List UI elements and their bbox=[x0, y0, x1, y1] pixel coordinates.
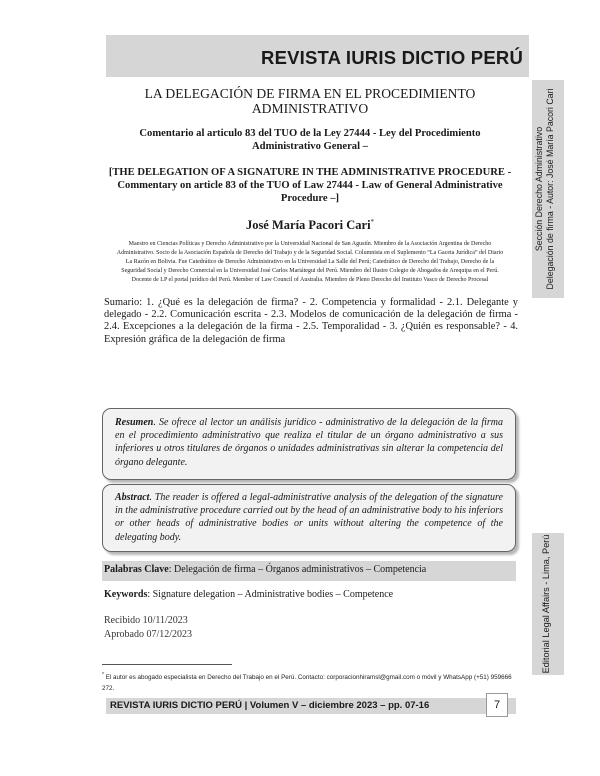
abstract-english-text: . The reader is offered a legal-administrative analysis of the delegation of the signature in the administrative procedure carried out by the head of an administrative body to his inferiors or other heads of administrative bodies or units without altering the competence of the delegating body. bbox=[115, 492, 503, 543]
abstract-spanish-label: Resumen bbox=[115, 417, 154, 428]
keywords-spanish bbox=[104, 564, 514, 575]
footnote-text: El autor es abogado especialista en Derecho del Trabajo en el Perú. Contacto: corporacionhiramsl@gmail.com o móvil y WhatsApp (+51) 959666 272. bbox=[102, 674, 512, 692]
journal-title: REVISTA IURIS DICTIO PERÚ bbox=[261, 47, 523, 68]
page-number: 7 bbox=[486, 693, 508, 717]
author-footnote-mark[interactable]: * bbox=[370, 218, 375, 226]
approved-date: Aprobado 07/12/2023 bbox=[104, 629, 193, 640]
keywords-spanish-label: Palabras Clave bbox=[104, 564, 169, 575]
keywords-english bbox=[104, 589, 514, 600]
abstract-spanish-box bbox=[102, 408, 516, 480]
author-name bbox=[100, 218, 520, 233]
author-name-text: José María Pacori Cari bbox=[245, 218, 371, 233]
side-publisher-label: Editorial Legal Affairs - Lima, Perú bbox=[541, 534, 551, 674]
footer-journal: REVISTA IURIS DICTIO PERÚ bbox=[110, 700, 242, 711]
footnote-mark: * bbox=[102, 672, 104, 678]
footnote-divider bbox=[102, 664, 232, 665]
article-title: LA DELEGACIÓN DE FIRMA EN EL PROCEDIMIENTO ADMINISTRATIVO bbox=[144, 86, 476, 116]
footer-volume: | Volumen V – diciembre 2023 – pp. 07-16 bbox=[241, 700, 430, 711]
keywords-english-label: Keywords bbox=[104, 589, 148, 600]
side-section-label: Sección Derecho Administrativo bbox=[534, 126, 544, 252]
abstract-english-label: Abstract bbox=[115, 492, 150, 503]
abstract-spanish-text: . Se ofrece al lector un análisis jurídico - administrativo de la delegación de la firma en el procedimiento administrativo que realiza el titular de un órgano administrativo a sus inferiores u otros titulares de órganos o unidades administrativas sin alterar la competencia del órgano delegante. bbox=[115, 417, 503, 468]
keywords-spanish-text: : Delegación de firma – Órganos administrativos – Competencia bbox=[168, 564, 427, 575]
keywords-english-text: : Signature delegation – Administrative bodies – Competence bbox=[147, 589, 394, 600]
side-author-label: Delegación de firma - Autor: José María Pacori Cari bbox=[545, 88, 555, 290]
article-subtitle: Comentario al articulo 83 del TUO de la Ley 27444 - Ley del Procedimiento Administrativo General – bbox=[139, 128, 481, 152]
footnote bbox=[102, 670, 512, 694]
author-bio: Maestro en Ciencias Políticas y Derecho Administrativo por la Universidad Nacional de San Agustín. Miembro de la Asociación Argentina de Derecho Administrativo. Socio de la Asociación Española de Derecho del Trabajo y de la Seguridad Social. Columnista en el Suplemento “La Gaceta Jurídica” del Diario La Razón en Bolivia. Fue Catedrático de Derecho Administrativo en la Universidad La Salle del Perú; Catedrático de Derecho del Trabajo, Derecho de la Seguridad Social y Derecho Comercial en la Universidad José Carlos Mariátegui del Perú. Miembro del Ilustre Colegio de Abogados de Arequipa en el Perú. Docente de LP el portal jurídico del Perú. Member of Law Council of Australia. Miembro de Pleno Derecho del Instituto Vasco de Derecho Procesal bbox=[116, 241, 504, 283]
article-summary: Sumario: 1. ¿Qué es la delegación de firma? - 2. Competencia y formalidad - 2.1. Delegante y delegado - 2.2. Comunicación escrita - 2.3. Modelos de comunicación de la delegación de firma - 2.4. Excepciones a la delegación de la firma - 2.5. Temporalidad - 3. ¿Quién es responsable? - 4. Expresión gráfica de la delegación de firma bbox=[104, 297, 518, 345]
abstract-english-box bbox=[102, 484, 516, 552]
received-date: Recibido 10/11/2023 bbox=[104, 615, 188, 626]
article-english-title: [THE DELEGATION OF A SIGNATURE IN THE ADMINISTRATIVE PROCEDURE - Commentary on article 83 of the TUO of Law 27444 - Law of General Administrative Procedure –] bbox=[108, 167, 512, 204]
footer-citation bbox=[110, 698, 510, 714]
